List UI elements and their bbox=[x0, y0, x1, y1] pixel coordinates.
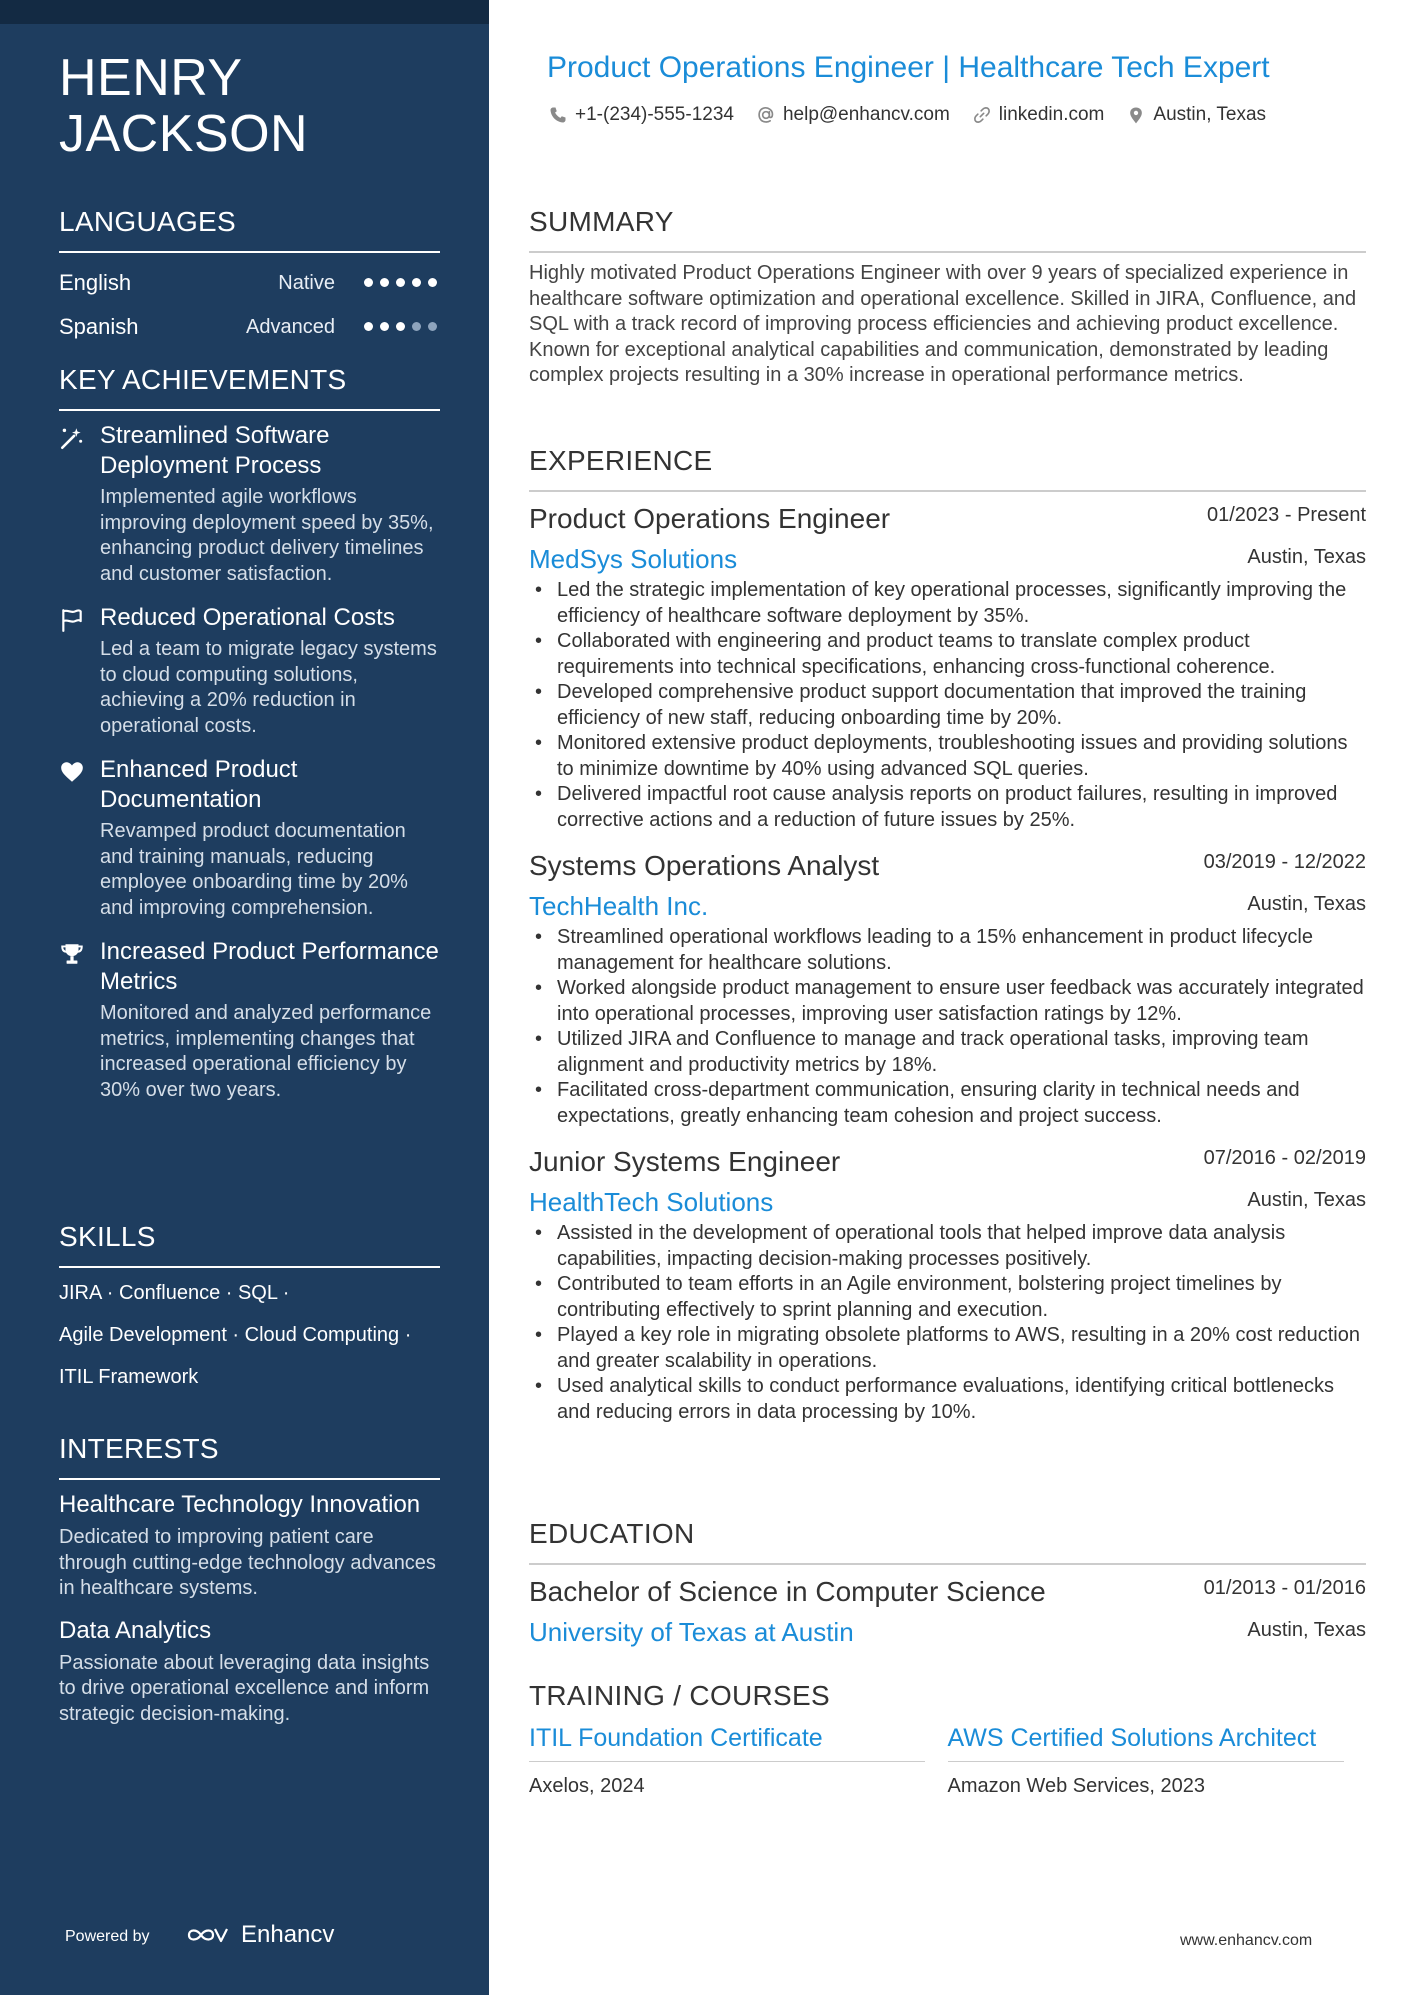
interest-item bbox=[59, 1490, 440, 1602]
contact-phone[interactable] bbox=[548, 100, 734, 130]
job-bullet: • Monitored extensive product deployments, troubleshooting issues and providing solutions to minimize downtime by 40% using advanced SQL queries. bbox=[529, 731, 1366, 782]
education-heading: EDUCATION bbox=[529, 1517, 1366, 1565]
candidate-name: HENRY JACKSON bbox=[59, 49, 309, 163]
achievement-item bbox=[59, 421, 440, 587]
achievement-item bbox=[59, 603, 440, 739]
proficiency-dot bbox=[412, 278, 421, 287]
course-item bbox=[529, 1721, 948, 1800]
education-location: Austin, Texas bbox=[1247, 1619, 1366, 1641]
contact-email[interactable] bbox=[756, 100, 950, 130]
job-bullet: • Utilized JIRA and Confluence to manage and track operational tasks, improving team alignment and productivity metrics by 18%. bbox=[529, 1027, 1366, 1078]
skills-section bbox=[59, 1220, 440, 1398]
languages-section bbox=[59, 205, 440, 349]
footer-website[interactable]: www.enhancv.com bbox=[1180, 1932, 1313, 1949]
achievement-item bbox=[59, 755, 440, 921]
job-bullet: • Worked alongside product management to ensure user feedback was accurately integrated into operational processes, improving user satisfaction ratings by 12%. bbox=[529, 976, 1366, 1027]
achievement-title: Streamlined Software Deployment Process bbox=[100, 422, 330, 479]
job-company: TechHealth Inc. bbox=[529, 891, 709, 921]
interest-title: Healthcare Technology Innovation bbox=[59, 1491, 421, 1518]
email-text: help@enhancv.com bbox=[782, 104, 950, 125]
achievement-title: Reduced Operational Costs bbox=[100, 604, 395, 631]
proficiency-dot bbox=[380, 322, 389, 331]
proficiency-dot bbox=[396, 278, 405, 287]
job-bullet: • Contributed to team efforts in an Agile environment, bolstering project timelines by contributing effectively to sprint planning and execution. bbox=[529, 1272, 1366, 1323]
contact-link[interactable] bbox=[972, 100, 1105, 130]
job-bullet: • Assisted in the development of operational tools that helped improve data analysis capabilities, impacting decision-making processes positively. bbox=[529, 1221, 1366, 1272]
heart-icon bbox=[59, 759, 85, 785]
powered-by-label: Powered by bbox=[65, 1928, 150, 1945]
job-title: Junior Systems Engineer bbox=[529, 1146, 841, 1177]
proficiency-dot bbox=[364, 278, 373, 287]
language-proficiency-dots bbox=[364, 322, 440, 332]
at-icon bbox=[756, 105, 776, 125]
education-dates: 01/2013 - 01/2016 bbox=[1203, 1577, 1366, 1599]
flag-icon bbox=[59, 607, 85, 633]
enhancv-logo[interactable] bbox=[185, 1918, 334, 1952]
interests-section bbox=[59, 1432, 440, 1741]
interest-title: Data Analytics bbox=[59, 1616, 212, 1644]
trophy-icon bbox=[59, 941, 85, 967]
skills-heading: SKILLS bbox=[59, 1220, 440, 1268]
sidebar bbox=[0, 0, 489, 1995]
job-title: Systems Operations Analyst bbox=[529, 850, 880, 881]
headline-title: Product Operations Engineer | Healthcare Tech Expert bbox=[547, 51, 1270, 84]
job-bullet: • Led the strategic implementation of key operational processes, significantly improving the efficiency of healthcare software deployment by 35%. bbox=[529, 578, 1366, 629]
training-section bbox=[529, 1679, 1366, 1800]
achievement-title: Increased Product Performance Metrics bbox=[100, 938, 439, 995]
job-dates: 01/2023 - Present bbox=[1207, 504, 1366, 526]
interest-item bbox=[59, 1616, 440, 1728]
proficiency-dot bbox=[396, 322, 405, 331]
job-bullet: • Played a key role in migrating obsolete platforms to AWS, resulting in a 20% cost reduction and greater scalability in operations. bbox=[529, 1323, 1366, 1374]
degree-title: Bachelor of Science in Computer Science bbox=[529, 1576, 1046, 1607]
job-bullet: • Streamlined operational workflows leading to a 15% enhancement in product lifecycle management for healthcare solutions. bbox=[529, 925, 1366, 976]
job-bullet: • Facilitated cross-department communication, ensuring clarity in technical needs and expectations, greatly enhancing team cohesion and project success. bbox=[529, 1078, 1366, 1129]
job-bullets bbox=[529, 1221, 1366, 1425]
course-provider: Axelos, 2024 bbox=[529, 1775, 645, 1797]
job-location: Austin, Texas bbox=[1247, 893, 1366, 915]
skills-line: ITIL Framework bbox=[59, 1366, 199, 1388]
summary-heading: SUMMARY bbox=[529, 205, 1366, 253]
language-level: Advanced bbox=[246, 316, 335, 338]
enhancv-logo-icon bbox=[185, 1923, 231, 1947]
language-row bbox=[59, 305, 440, 349]
skills-line: Agile Development · Cloud Computing · bbox=[59, 1324, 412, 1346]
language-name: English bbox=[59, 270, 132, 295]
proficiency-dot bbox=[412, 322, 421, 331]
course-title: ITIL Foundation Certificate bbox=[529, 1721, 925, 1762]
job-bullet: • Developed comprehensive product support documentation that improved the training efficiency of new staff, reducing onboarding time by 20%. bbox=[529, 680, 1366, 731]
course-title: AWS Certified Solutions Architect bbox=[948, 1721, 1344, 1762]
training-heading: TRAINING / COURSES bbox=[529, 1680, 830, 1711]
job-bullet: • Delivered impactful root cause analysis reports on product failures, resulting in improved corrective actions and a reduction of future issues by 25%. bbox=[529, 782, 1366, 833]
school-name: University of Texas at Austin bbox=[529, 1617, 854, 1647]
language-proficiency-dots bbox=[364, 278, 440, 288]
interests-heading: INTERESTS bbox=[59, 1432, 440, 1480]
interest-description: Dedicated to improving patient care through cutting-edge technology advances in healthcare systems. bbox=[59, 1526, 436, 1599]
proficiency-dot bbox=[380, 278, 389, 287]
language-name: Spanish bbox=[59, 314, 139, 339]
job-location: Austin, Texas bbox=[1247, 546, 1366, 568]
skills-line: JIRA · Confluence · SQL · bbox=[59, 1282, 290, 1304]
job-bullet: • Used analytical skills to conduct performance evaluations, identifying critical bottlenecks and reducing errors in data processing by 10%. bbox=[529, 1374, 1366, 1425]
languages-heading: LANGUAGES bbox=[59, 205, 440, 253]
achievement-description: Revamped product documentation and training manuals, reducing employee onboarding time by 20% and improving comprehension. bbox=[100, 820, 408, 919]
location-pin-icon bbox=[1126, 105, 1146, 125]
experience-section bbox=[529, 444, 1366, 1439]
proficiency-dot bbox=[364, 322, 373, 331]
enhancv-brand-text: Enhancv bbox=[241, 1921, 335, 1948]
link-text: linkedin.com bbox=[998, 104, 1105, 125]
location-text: Austin, Texas bbox=[1153, 104, 1267, 125]
link-icon bbox=[972, 105, 992, 125]
job-dates: 03/2019 - 12/2022 bbox=[1203, 851, 1366, 873]
achievements-section bbox=[59, 363, 440, 1119]
education-section bbox=[529, 1517, 1366, 1651]
achievements-heading: KEY ACHIEVEMENTS bbox=[59, 363, 440, 411]
job-entry bbox=[529, 1143, 1366, 1425]
summary-text: Highly motivated Product Operations Engineer with over 9 years of specialized experience in healthcare software optimization and operational excellence. Skilled in JIRA, Confluence, and SQL with a track record of improving process efficiencies and achieving product excellence. Known for exceptional analytical capabilities and communication, demonstrated by leading complex projects resulting in a 30% increase in operational performance metrics. bbox=[529, 262, 1357, 386]
achievement-description: Led a team to migrate legacy systems to cloud computing solutions, achieving a 20% reduction in operational costs. bbox=[100, 638, 437, 737]
job-company: HealthTech Solutions bbox=[529, 1187, 774, 1217]
job-location: Austin, Texas bbox=[1247, 1189, 1366, 1211]
job-dates: 07/2016 - 02/2019 bbox=[1203, 1147, 1366, 1169]
job-entry bbox=[529, 500, 1366, 833]
summary-section bbox=[529, 205, 1366, 389]
job-bullets bbox=[529, 925, 1366, 1129]
sidebar-top-bar bbox=[0, 0, 489, 24]
course-provider: Amazon Web Services, 2023 bbox=[947, 1775, 1206, 1797]
course-item bbox=[948, 1721, 1367, 1800]
achievement-item bbox=[59, 937, 440, 1103]
contact-bar bbox=[548, 100, 1266, 130]
achievement-description: Monitored and analyzed performance metrics, implementing changes that increased operational efficiency by 30% over two years. bbox=[100, 1002, 432, 1101]
proficiency-dot bbox=[428, 322, 437, 331]
proficiency-dot bbox=[428, 278, 437, 287]
contact-location bbox=[1126, 100, 1266, 130]
job-entry bbox=[529, 847, 1366, 1129]
job-bullets bbox=[529, 578, 1366, 833]
job-bullet: • Collaborated with engineering and product teams to translate complex product requirements into technical specifications, enhancing cross-functional coherence. bbox=[529, 629, 1366, 680]
achievement-title: Enhanced Product Documentation bbox=[100, 756, 298, 813]
language-row bbox=[59, 261, 440, 305]
phone-text: +1-(234)-555-1234 bbox=[575, 104, 734, 125]
job-company: MedSys Solutions bbox=[529, 544, 738, 574]
phone-icon bbox=[548, 105, 568, 125]
language-level: Native bbox=[278, 272, 335, 294]
magic-wand-icon bbox=[59, 425, 85, 451]
experience-heading: EXPERIENCE bbox=[529, 444, 1366, 492]
interest-description: Passionate about leveraging data insights to drive operational excellence and inform strategic decision-making. bbox=[59, 1651, 430, 1725]
achievement-description: Implemented agile workflows improving deployment speed by 35%, enhancing product delivery timelines and customer satisfaction. bbox=[100, 486, 434, 585]
job-title: Product Operations Engineer bbox=[529, 503, 891, 534]
